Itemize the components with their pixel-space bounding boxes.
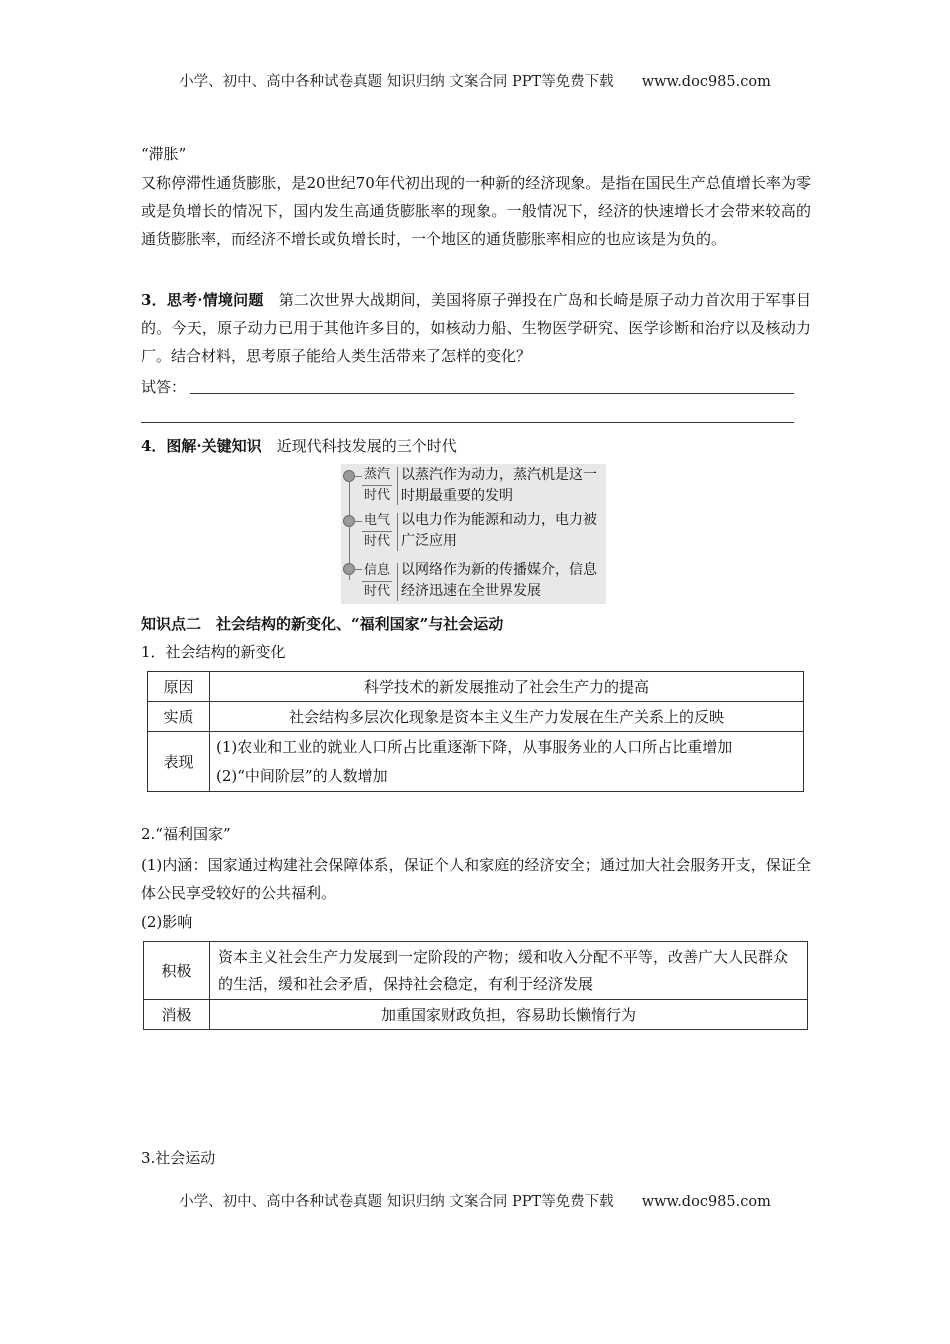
era-electric-b: 时代 xyxy=(363,534,390,549)
era-brace xyxy=(397,513,398,551)
footer-site[interactable]: www.doc985.com xyxy=(641,1194,771,1210)
era-steam-b: 时代 xyxy=(363,488,390,503)
era-electric-a: 电气 xyxy=(362,511,392,532)
era-brace xyxy=(397,563,398,601)
table-row xyxy=(144,942,808,1000)
q3-label: 3．思考·情境问题 xyxy=(141,291,264,309)
s2-impact-title: (2)影响 xyxy=(141,913,193,931)
s2-title: 2.“福利国家” xyxy=(141,825,231,843)
era-steam-a: 蒸汽 xyxy=(362,465,392,486)
row-label: 积极 xyxy=(144,942,210,1000)
s2-connotation: (1)内涵：国家通过构建社会保障体系，保证个人和家庭的经济安全；通过加大社会服务开支，保证全体公民享受较好的公共福利。 xyxy=(141,856,811,902)
header-text: 小学、初中、高中各种试卷真题 知识归纳 文案合同 PPT等免费下载 xyxy=(179,74,614,90)
row-value xyxy=(210,732,804,792)
term-title: “滞胀” xyxy=(141,145,187,163)
page-footer xyxy=(0,1190,950,1211)
s1-title: 1．社会结构的新变化 xyxy=(141,643,286,661)
row-label: 原因 xyxy=(148,672,210,702)
row-value: 科学技术的新发展推动了社会生产力的提高 xyxy=(210,672,804,702)
q4-text: 近现代科技发展的三个时代 xyxy=(276,437,457,455)
term-body: 又称停滞性通货膨胀，是20世纪70年代初出现的一种新的经济现象。是指在国民生产总值增长率为零或是负增长的情况下，国内发生高通货膨胀率的现象。一般情况下，经济的快速增长才会带来较高的通货膨胀率，而经济不增长或负增长时，一个地区的通货膨胀率相应的也应该是为负的。 xyxy=(141,174,811,248)
row-line: (2)“中间阶层”的人数增加 xyxy=(216,766,388,785)
q3-text: 第二次世界大战期间，美国将原子弹投在广岛和长崎是原子动力首次用于军事目的。今天，原子动力已用于其他许多目的，如核动力船、生物医学研究、医学诊断和治疗以及核动力厂。结合材料，思考原子能给人类生活带来了怎样的变化？ xyxy=(141,291,811,365)
row-label: 消极 xyxy=(144,1000,210,1030)
header-site[interactable]: www.doc985.com xyxy=(641,74,771,90)
era-diagram xyxy=(341,464,606,604)
question-3 xyxy=(141,286,811,370)
era-information-b: 时代 xyxy=(363,584,390,599)
answer-label: 试答： xyxy=(141,378,187,396)
era-information-a: 信息 xyxy=(362,561,392,582)
row-line: (1)农业和工业的就业人口所占比重逐渐下降，从事服务业的人口所占比重增加 xyxy=(216,737,733,756)
row-value: 社会结构多层次化现象是资本主义生产力发展在生产关系上的反映 xyxy=(210,702,804,732)
section-2-title: 知识点二 社会结构的新变化、“福利国家”与社会运动 xyxy=(141,615,504,633)
footer-text: 小学、初中、高中各种试卷真题 知识归纳 文案合同 PPT等免费下载 xyxy=(179,1194,614,1210)
table-row xyxy=(148,732,804,792)
social-structure-table xyxy=(147,671,804,792)
question-4 xyxy=(141,432,811,460)
row-label: 表现 xyxy=(148,732,210,792)
s3-title: 3.社会运动 xyxy=(141,1149,216,1167)
answer-line-2[interactable] xyxy=(141,422,794,423)
era-steam xyxy=(359,465,395,506)
era-information-desc: 以网络作为新的传播媒介，信息经济迅速在全世界发展 xyxy=(401,562,597,599)
row-value: 加重国家财政负担，容易助长懒惰行为 xyxy=(210,1000,808,1030)
table-row xyxy=(148,702,804,732)
table-row xyxy=(148,672,804,702)
welfare-impact-table xyxy=(143,941,808,1030)
era-electric-desc: 以电力作为能源和动力，电力被广泛应用 xyxy=(401,512,597,549)
answer-line-1[interactable] xyxy=(190,393,794,394)
q4-label: 4．图解·关键知识 xyxy=(141,437,262,455)
table-row xyxy=(144,1000,808,1030)
row-value: 资本主义社会生产力发展到一定阶段的产物；缓和收入分配不平等，改善广大人民群众的生活，缓和社会矛盾，保持社会稳定，有利于经济发展 xyxy=(210,942,808,1000)
era-steam-desc: 以蒸汽作为动力，蒸汽机是这一时期最重要的发明 xyxy=(401,467,597,504)
era-information xyxy=(359,561,395,602)
era-electric xyxy=(359,511,395,552)
row-label: 实质 xyxy=(148,702,210,732)
era-brace xyxy=(397,467,398,505)
page-header xyxy=(0,70,950,91)
